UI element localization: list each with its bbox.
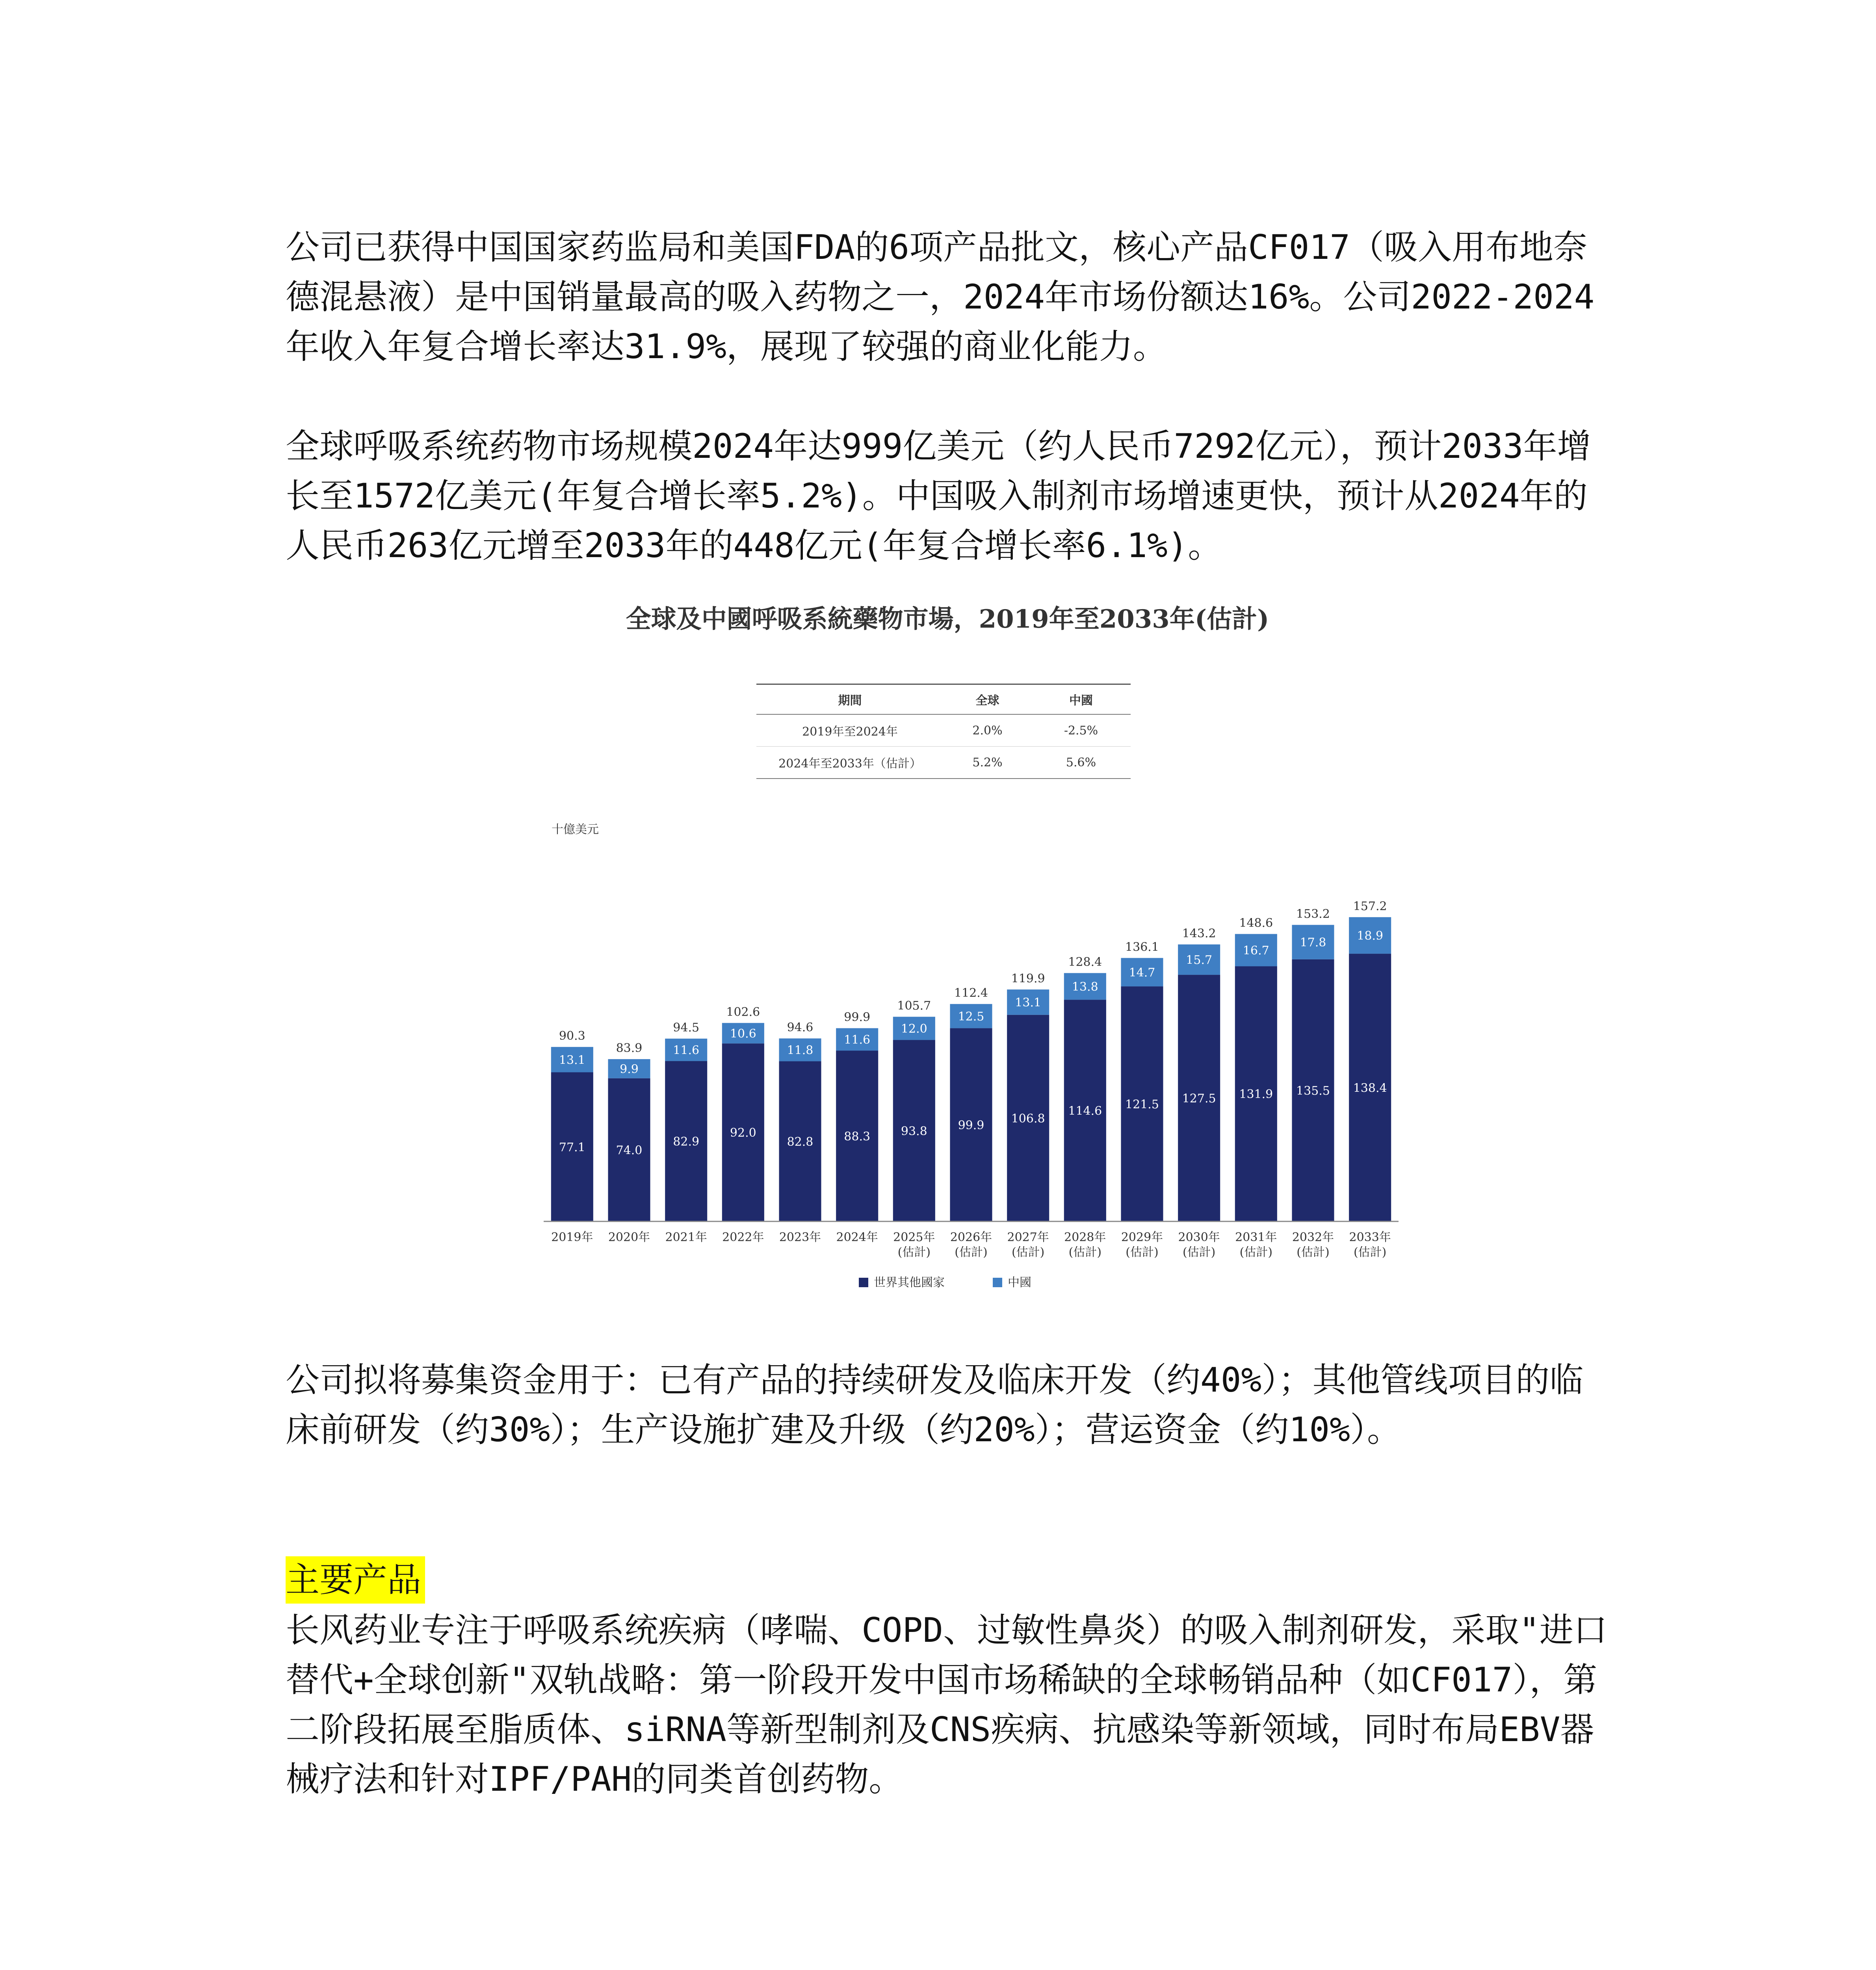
data-label-rest-of-world: 106.8	[1011, 1111, 1045, 1126]
legend-swatch-rest-of-world	[859, 1278, 868, 1287]
data-label-rest-of-world: 114.6	[1068, 1104, 1102, 1118]
chart-unit-label: 十億美元	[552, 823, 599, 836]
x-tick-note: (估計)	[897, 1245, 931, 1259]
x-tick-label: 2033年	[1349, 1230, 1391, 1244]
data-label-total: 94.5	[673, 1021, 700, 1035]
x-tick-note: (估計)	[955, 1245, 988, 1259]
data-label-total: 148.6	[1239, 916, 1273, 930]
x-tick-note: (估計)	[1182, 1245, 1216, 1259]
data-label-total: 112.4	[954, 986, 988, 1000]
x-tick-label: 2030年	[1178, 1230, 1220, 1244]
data-label-total: 128.4	[1068, 955, 1102, 969]
x-tick-label: 2020年	[608, 1230, 650, 1244]
legend-label-china: 中國	[1008, 1276, 1031, 1290]
data-label-china: 16.7	[1243, 944, 1269, 958]
paragraph-main-products: 长风药业专注于呼吸系统疾病（哮喘、COPD、过敏性鼻炎）的吸入制剂研发，采取"进口替代+全球创新"双轨战略：第一阶段开发中国市场稀缺的全球畅销品种（如CF017），第二阶段拓展至脂质体、siRNA等新型制剂及CNS疾病、抗感染等新领域，同时布局EBV器械疗法和针对IPF/PAH的同类首创药物。	[286, 1611, 1607, 1799]
x-tick-label: 2026年	[950, 1230, 992, 1244]
data-label-rest-of-world: 99.9	[958, 1118, 984, 1132]
x-tick-label: 2019年	[551, 1230, 593, 1244]
table-header-period: 期間	[756, 684, 944, 715]
paragraph-market-size: 全球呼吸系统药物市场规模2024年达999亿美元（约人民币7292亿元），预计2033年增长至1572亿美元(年复合增长率5.2%)。中国吸入制剂市场增速更快，预计从2024年的人民币263亿元增至2033年的448亿元(年复合增长率6.1%)。	[286, 427, 1591, 565]
data-label-total: 136.1	[1125, 940, 1159, 954]
section-heading-main-products: 主要产品	[286, 1556, 425, 1604]
data-label-total: 90.3	[559, 1029, 585, 1043]
data-label-rest-of-world: 74.0	[616, 1143, 643, 1158]
x-tick-note: (估計)	[1068, 1245, 1102, 1259]
x-tick-note: (估計)	[1353, 1245, 1387, 1259]
data-label-rest-of-world: 131.9	[1239, 1087, 1273, 1102]
data-label-total: 105.7	[897, 999, 931, 1013]
x-tick-label: 2025年	[893, 1230, 935, 1244]
x-tick-label: 2032年	[1292, 1230, 1334, 1244]
table-header-china: 中國	[1031, 684, 1131, 715]
table-header-global: 全球	[944, 684, 1031, 715]
data-label-china: 11.8	[787, 1043, 814, 1057]
table-cell: 2024年至2033年（估計）	[756, 747, 944, 779]
table-cell: -2.5%	[1031, 714, 1131, 747]
x-tick-label: 2029年	[1121, 1230, 1163, 1244]
x-tick-label: 2022年	[722, 1230, 764, 1244]
table-cell: 2.0%	[944, 714, 1031, 747]
data-label-total: 83.9	[616, 1041, 643, 1056]
data-label-rest-of-world: 121.5	[1125, 1097, 1159, 1111]
table-row	[756, 714, 1131, 747]
data-label-total: 143.2	[1182, 927, 1216, 941]
paragraph-company-approvals: 公司已获得中国国家药监局和美国FDA的6项产品批文，核心产品CF017（吸入用布地奈德混悬液）是中国销量最高的吸入药物之一，2024年市场份额达16%。公司2022-2024年收入年复合增长率达31.9%，展现了较强的商业化能力。	[286, 228, 1595, 366]
table-cell: 2019年至2024年	[756, 714, 944, 747]
data-label-china: 13.1	[1015, 996, 1042, 1010]
data-label-rest-of-world: 88.3	[844, 1130, 871, 1144]
table-cell: 5.2%	[944, 747, 1031, 779]
data-label-rest-of-world: 82.9	[673, 1135, 700, 1149]
data-label-total: 94.6	[787, 1020, 814, 1035]
x-tick-label: 2028年	[1064, 1230, 1106, 1244]
legend-swatch-china	[993, 1278, 1002, 1287]
data-label-rest-of-world: 138.4	[1353, 1081, 1387, 1095]
data-label-china: 10.6	[730, 1027, 756, 1041]
x-tick-label: 2021年	[665, 1230, 707, 1244]
table-cell: 5.6%	[1031, 747, 1131, 779]
data-label-rest-of-world: 127.5	[1182, 1092, 1216, 1106]
data-label-total: 119.9	[1011, 972, 1045, 986]
data-label-total: 157.2	[1353, 899, 1387, 913]
table-row	[756, 747, 1131, 779]
x-tick-label: 2031年	[1235, 1230, 1277, 1244]
data-label-china: 12.0	[901, 1022, 927, 1036]
data-label-china: 14.7	[1129, 966, 1155, 980]
paragraph-fund-usage: 公司拟将募集资金用于：已有产品的持续研发及临床开发（约40%）；其他管线项目的临床前研发（约30%）；生产设施扩建及升级（约20%）；营运资金（约10%）。	[286, 1360, 1584, 1450]
data-label-china: 15.7	[1186, 953, 1213, 967]
data-label-rest-of-world: 93.8	[901, 1124, 927, 1138]
data-label-china: 17.8	[1300, 936, 1326, 950]
data-label-china: 13.1	[559, 1053, 585, 1067]
data-label-china: 13.8	[1072, 980, 1098, 994]
legend-label-rest-of-world: 世界其他國家	[874, 1276, 945, 1290]
x-tick-label: 2027年	[1007, 1230, 1049, 1244]
data-label-china: 18.9	[1357, 929, 1384, 943]
data-label-rest-of-world: 77.1	[559, 1140, 585, 1154]
x-tick-note: (估計)	[1126, 1245, 1159, 1259]
data-label-rest-of-world: 135.5	[1296, 1084, 1330, 1098]
x-tick-label: 2024年	[836, 1230, 878, 1244]
stacked-bar-chart	[520, 886, 1426, 1312]
data-label-china: 9.9	[620, 1062, 639, 1076]
data-label-china: 11.6	[844, 1033, 871, 1047]
data-label-total: 102.6	[726, 1005, 760, 1019]
x-tick-label: 2023年	[779, 1230, 821, 1244]
growth-rate-table	[756, 684, 1131, 779]
data-label-china: 11.6	[673, 1043, 700, 1057]
data-label-total: 153.2	[1296, 907, 1330, 921]
x-tick-note: (估計)	[1296, 1245, 1330, 1259]
data-label-china: 12.5	[958, 1009, 984, 1024]
data-label-rest-of-world: 82.8	[787, 1135, 814, 1149]
data-label-rest-of-world: 92.0	[730, 1126, 756, 1140]
data-label-total: 99.9	[844, 1010, 871, 1024]
chart-title: 全球及中國呼吸系統藥物市場，2019年至2033年(估計)	[626, 604, 1269, 634]
x-tick-note: (估計)	[1239, 1245, 1273, 1259]
x-tick-note: (估計)	[1011, 1245, 1045, 1259]
